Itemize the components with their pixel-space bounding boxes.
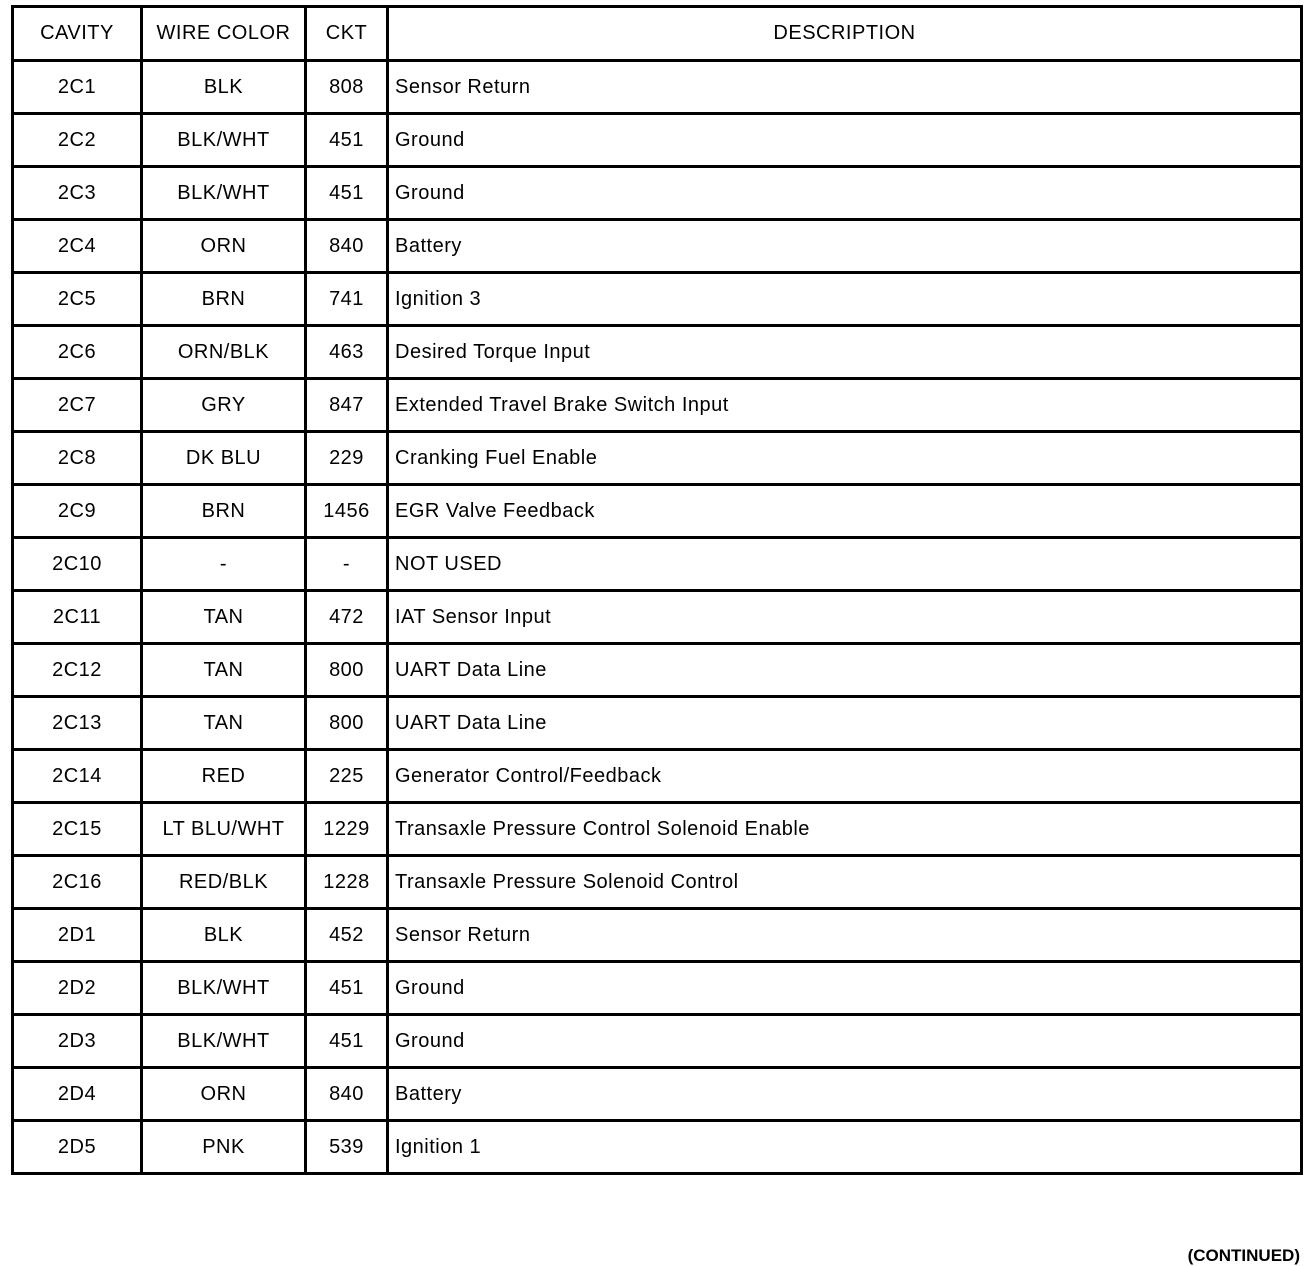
wire-color-cell: DK BLU [142, 432, 306, 485]
wire-color-cell: BLK/WHT [142, 114, 306, 167]
description-cell: UART Data Line [388, 697, 1302, 750]
ckt-cell: 225 [306, 750, 388, 803]
table-row [13, 485, 1302, 538]
wire-color-cell: BLK/WHT [142, 167, 306, 220]
cavity-cell: 2C16 [13, 856, 142, 909]
description-cell: Sensor Return [388, 909, 1302, 962]
connector-pinout-table [11, 5, 1303, 1175]
table-row [13, 61, 1302, 114]
wire-color-cell: GRY [142, 379, 306, 432]
description-cell: Ground [388, 167, 1302, 220]
header-wire-color: WIRE COLOR [142, 7, 306, 61]
wire-color-cell: ORN [142, 220, 306, 273]
description-cell: EGR Valve Feedback [388, 485, 1302, 538]
table-row [13, 1121, 1302, 1174]
ckt-cell: 539 [306, 1121, 388, 1174]
wire-color-cell: PNK [142, 1121, 306, 1174]
wire-color-cell: BRN [142, 273, 306, 326]
description-cell: UART Data Line [388, 644, 1302, 697]
description-cell: Ground [388, 114, 1302, 167]
wire-color-cell: ORN [142, 1068, 306, 1121]
ckt-cell: 847 [306, 379, 388, 432]
wire-color-cell: BLK [142, 61, 306, 114]
wire-color-cell: BRN [142, 485, 306, 538]
cavity-cell: 2D2 [13, 962, 142, 1015]
wire-color-cell: RED/BLK [142, 856, 306, 909]
wire-color-cell: TAN [142, 697, 306, 750]
wire-color-cell: LT BLU/WHT [142, 803, 306, 856]
cavity-cell: 2D5 [13, 1121, 142, 1174]
ckt-cell: 472 [306, 591, 388, 644]
cavity-cell: 2C9 [13, 485, 142, 538]
cavity-cell: 2C13 [13, 697, 142, 750]
description-cell: Ground [388, 1015, 1302, 1068]
cavity-cell: 2C6 [13, 326, 142, 379]
cavity-cell: 2C15 [13, 803, 142, 856]
cavity-cell: 2C3 [13, 167, 142, 220]
table-row [13, 1015, 1302, 1068]
ckt-cell: 808 [306, 61, 388, 114]
description-cell: Transaxle Pressure Control Solenoid Enable [388, 803, 1302, 856]
description-cell: Ground [388, 962, 1302, 1015]
description-cell: IAT Sensor Input [388, 591, 1302, 644]
description-cell: Cranking Fuel Enable [388, 432, 1302, 485]
description-cell: Battery [388, 220, 1302, 273]
ckt-cell: 451 [306, 1015, 388, 1068]
table-row [13, 591, 1302, 644]
table-row [13, 273, 1302, 326]
ckt-cell: 800 [306, 697, 388, 750]
header-ckt: CKT [306, 7, 388, 61]
ckt-cell: 800 [306, 644, 388, 697]
table-row [13, 220, 1302, 273]
cavity-cell: 2C11 [13, 591, 142, 644]
description-cell: Generator Control/Feedback [388, 750, 1302, 803]
cavity-cell: 2C12 [13, 644, 142, 697]
wire-color-cell: TAN [142, 644, 306, 697]
description-cell: Transaxle Pressure Solenoid Control [388, 856, 1302, 909]
cavity-cell: 2C2 [13, 114, 142, 167]
wire-color-cell: - [142, 538, 306, 591]
description-cell: Extended Travel Brake Switch Input [388, 379, 1302, 432]
description-cell: Ignition 1 [388, 1121, 1302, 1174]
header-row [13, 7, 1302, 61]
ckt-cell: 840 [306, 220, 388, 273]
ckt-cell: 451 [306, 962, 388, 1015]
description-cell: Sensor Return [388, 61, 1302, 114]
ckt-cell: 741 [306, 273, 388, 326]
cavity-cell: 2C14 [13, 750, 142, 803]
wire-color-cell: ORN/BLK [142, 326, 306, 379]
cavity-cell: 2C8 [13, 432, 142, 485]
ckt-cell: 229 [306, 432, 388, 485]
wire-color-cell: TAN [142, 591, 306, 644]
table-row [13, 909, 1302, 962]
table-row [13, 856, 1302, 909]
table-row [13, 644, 1302, 697]
description-cell: Desired Torque Input [388, 326, 1302, 379]
ckt-cell: 1456 [306, 485, 388, 538]
description-cell: NOT USED [388, 538, 1302, 591]
wire-color-cell: BLK/WHT [142, 962, 306, 1015]
table-row [13, 326, 1302, 379]
ckt-cell: 840 [306, 1068, 388, 1121]
wire-color-cell: BLK [142, 909, 306, 962]
table-row [13, 432, 1302, 485]
table-row [13, 114, 1302, 167]
ckt-cell: 1228 [306, 856, 388, 909]
cavity-cell: 2D4 [13, 1068, 142, 1121]
cavity-cell: 2C7 [13, 379, 142, 432]
cavity-cell: 2D1 [13, 909, 142, 962]
ckt-cell: 451 [306, 114, 388, 167]
cavity-cell: 2C5 [13, 273, 142, 326]
ckt-cell: 1229 [306, 803, 388, 856]
wire-color-cell: RED [142, 750, 306, 803]
continued-note: (CONTINUED) [1187, 1246, 1300, 1265]
ckt-cell: - [306, 538, 388, 591]
cavity-cell: 2C4 [13, 220, 142, 273]
table-row [13, 962, 1302, 1015]
table-row [13, 1068, 1302, 1121]
description-cell: Battery [388, 1068, 1302, 1121]
table-row [13, 803, 1302, 856]
table-row [13, 697, 1302, 750]
description-cell: Ignition 3 [388, 273, 1302, 326]
cavity-cell: 2C10 [13, 538, 142, 591]
ckt-cell: 451 [306, 167, 388, 220]
table-row [13, 167, 1302, 220]
table-row [13, 750, 1302, 803]
table-row [13, 538, 1302, 591]
cavity-cell: 2C1 [13, 61, 142, 114]
table-row [13, 379, 1302, 432]
header-cavity: CAVITY [13, 7, 142, 61]
wire-color-cell: BLK/WHT [142, 1015, 306, 1068]
cavity-cell: 2D3 [13, 1015, 142, 1068]
header-description: DESCRIPTION [388, 7, 1302, 61]
ckt-cell: 463 [306, 326, 388, 379]
ckt-cell: 452 [306, 909, 388, 962]
